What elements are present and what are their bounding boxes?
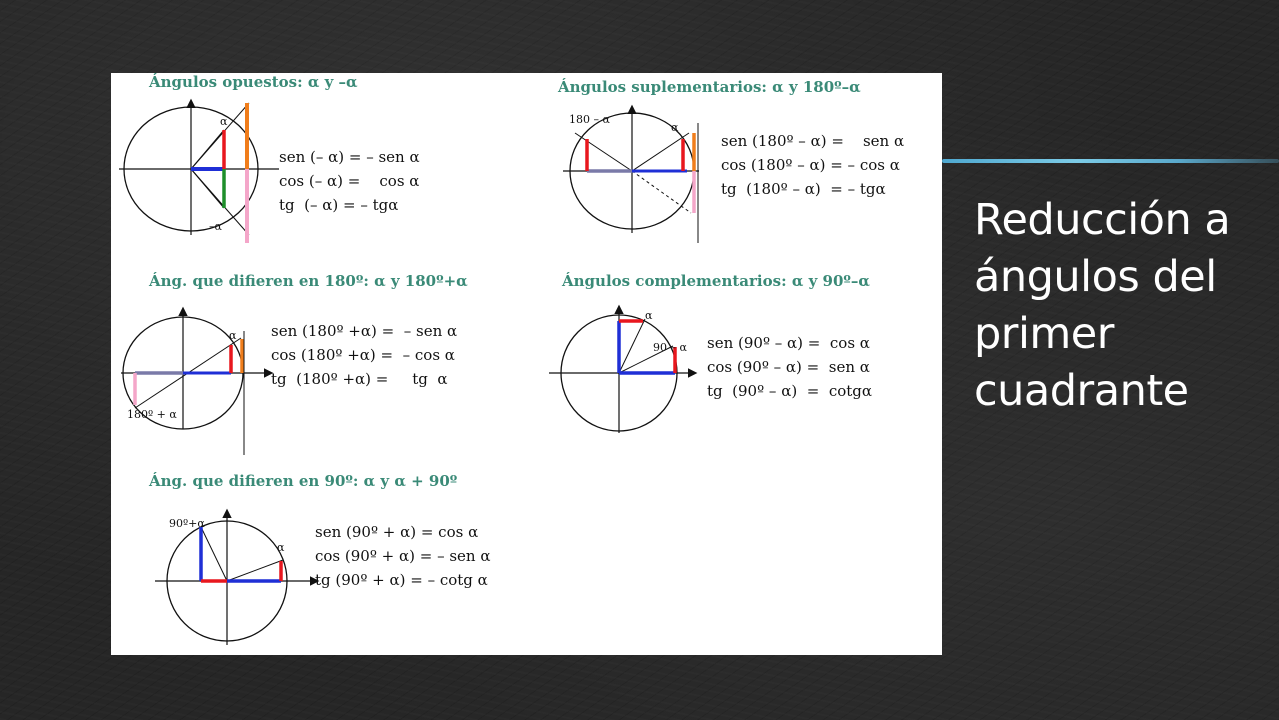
diagram-suplementarios: [559, 93, 699, 243]
heading-difieren180: Áng. que difieren en 180º: α y 180º+α: [149, 272, 468, 290]
accent-line: [942, 159, 1279, 163]
heading-suplementarios: Ángulos suplementarios: α y 180º–α: [558, 78, 861, 96]
formulas-difieren180: [271, 319, 457, 391]
label-plus180: 180º + α: [127, 408, 177, 421]
radius-line: [619, 319, 645, 373]
formula-tg: tg (180º +α) = tg α: [271, 370, 448, 388]
label-neg-alpha: –α: [209, 220, 222, 233]
diagram-complementarios: [547, 301, 707, 441]
label-alpha: α: [220, 115, 228, 128]
formula-sen: sen (– α) = – sen α: [279, 148, 420, 166]
diagram-difieren180: [111, 303, 281, 463]
formula-tg: tg (90º + α) = – cotg α: [315, 571, 488, 589]
label-alpha: α: [229, 329, 237, 342]
formula-sen: sen (90º – α) = cos α: [707, 334, 870, 352]
label-alpha: α: [645, 309, 653, 322]
formula-sen: sen (180º – α) = sen α: [721, 132, 905, 150]
formula-tg: tg (90º – α) = cotgα: [707, 382, 873, 400]
radius-line: [227, 560, 283, 581]
unit-circle-complementarios: [549, 307, 695, 433]
formula-sen: sen (90º + α) = cos α: [315, 523, 479, 541]
dashed-line: [632, 171, 691, 213]
label-supp: 180 – α: [569, 113, 610, 126]
label-alpha: α: [671, 121, 679, 134]
formula-cos: cos (180º – α) = – cos α: [721, 156, 900, 174]
formulas-complementarios: [707, 331, 872, 403]
radius-line: [632, 133, 689, 171]
radius-line: [191, 130, 224, 169]
formulas-opuestos: [279, 145, 420, 217]
radius-line: [191, 169, 224, 208]
formula-cos: cos (90º + α) = – sen α: [315, 547, 491, 565]
diagram-opuestos: [111, 73, 291, 253]
label-comp: 90 – α: [653, 341, 687, 354]
formula-cos: cos (– α) = cos α: [279, 172, 420, 190]
label-alpha: α: [277, 541, 285, 554]
formula-cos: cos (90º – α) = sen α: [707, 358, 870, 376]
formula-cos: cos (180º +α) = – cos α: [271, 346, 455, 364]
label-plus90: 90º+α: [169, 517, 205, 530]
formula-tg: tg (– α) = – tgα: [279, 196, 399, 214]
heading-opuestos: Ángulos opuestos: α y –α: [149, 73, 358, 91]
radius-line: [201, 527, 227, 581]
trig-reduction-figure: [111, 73, 942, 655]
formula-sen: sen (180º +α) = – sen α: [271, 322, 458, 340]
formulas-difieren90: [315, 520, 490, 592]
radius-line: [575, 133, 632, 171]
slide-title: Reducción a ángulos del primer cuadrante: [974, 195, 1231, 416]
formulas-suplementarios: [721, 129, 904, 201]
diagram-difieren90: [151, 505, 321, 653]
heading-difieren90: Áng. que difieren en 90º: α y α + 90º: [149, 472, 458, 490]
heading-complementarios: Ángulos complementarios: α y 90º–α: [562, 272, 870, 290]
formula-tg: tg (180º – α) = – tgα: [721, 180, 886, 198]
